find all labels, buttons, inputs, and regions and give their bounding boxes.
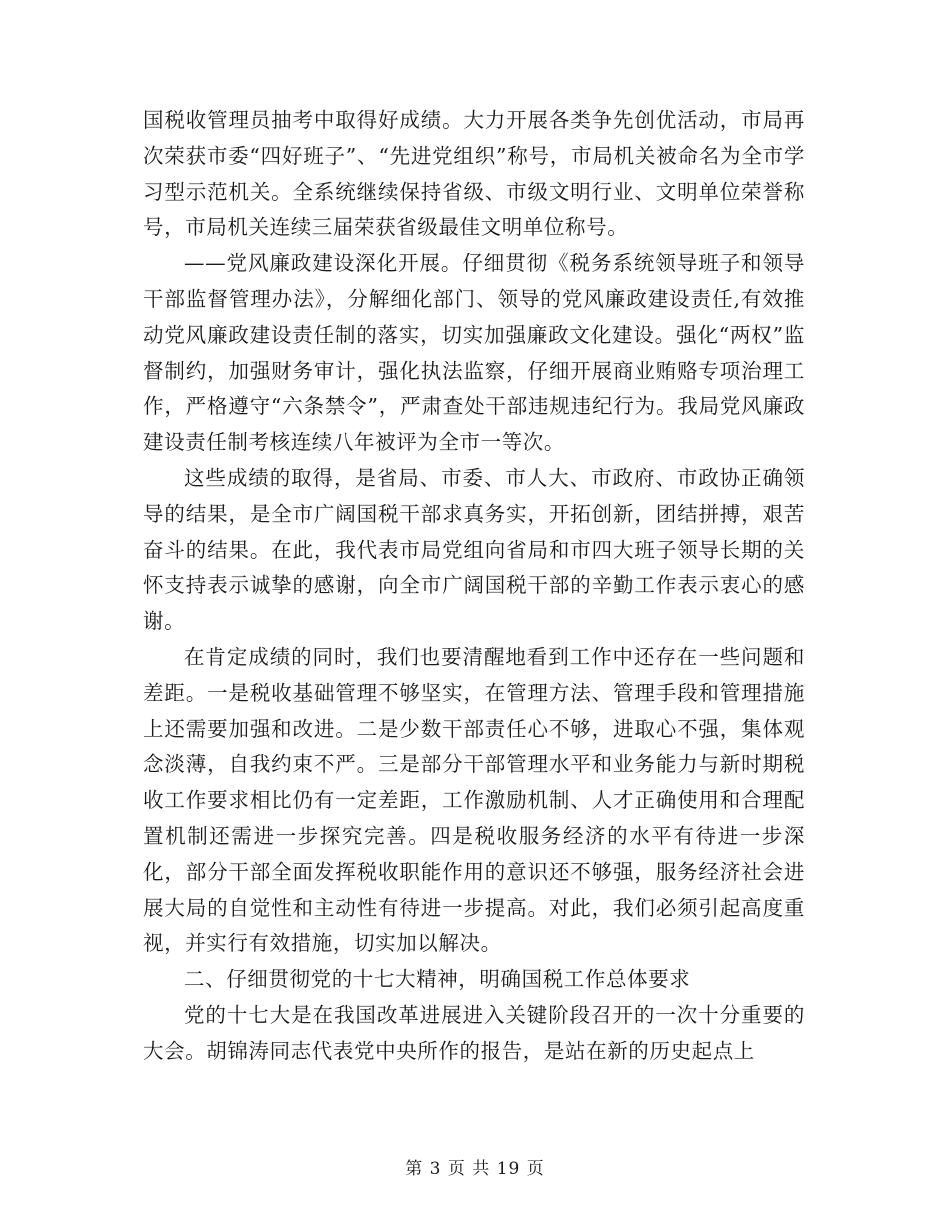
- paragraph-problems: 在肯定成绩的同时，我们也要清醒地看到工作中还存在一些问题和差距。一是税收基础管理不够坚实，在管理方法、管理手段和管理措施上还需要加强和改进。二是少数干部责任心不够，进取心不强，集体观念淡薄，自我约束不严。三是部分干部管理水平和业务能力与新时期税收工作要求相比仍有一定差距，工作激励机制、人才正确使用和合理配置机制还需进一步探究完善。四是税收服务经济的水平有待进一步深化，部分干部全面发挥税收职能作用的意识还不够强，服务经济社会进展大局的自觉性和主动性有待进一步提高。对此，我们必须引起高度重视，并实行有效措施，切实加以解决。: [143, 644, 805, 956]
- paragraph-congress: 党的十七大是在我国改革进展进入关键阶段召开的一次十分重要的大会。胡锦涛同志代表党中央所作的报告，是站在新的历史起点上: [143, 1002, 805, 1063]
- document-body: [143, 103, 805, 1070]
- paragraph-party-conduct: ——党风廉政建设深化开展。仔细贯彻《税务系统领导班子和领导干部监督管理办法》，分解细化部门、领导的党风廉政建设责任,有效推动党风廉政建设责任制的落实，切实加强廉政文化建设。强化“两权”监督制约，加强财务审计，强化执法监察，仔细开展商业贿赂专项治理工作，严格遵守“六条禁令”，严肃查处干部违规违纪行为。我局党风廉政建设责任制考核连续八年被评为全市一等次。: [143, 251, 805, 455]
- page-footer: 第 3 页 共 19 页: [405, 1159, 545, 1179]
- paragraph-achievements: 这些成绩的取得，是省局、市委、市人大、市政府、市政协正确领导的结果，是全市广阔国税干部求真务实，开拓创新，团结拼搏，艰苦奋斗的结果。在此，我代表市局党组向省局和市四大班子领导长期的关怀支持表示诚挚的感谢，向全市广阔国税干部的辛勤工作表示衷心的感谢。: [143, 465, 805, 634]
- section-heading: 二、仔细贯彻党的十七大精神，明确国税工作总体要求: [184, 967, 691, 992]
- paragraph-continuation: 国税收管理员抽考中取得好成绩。大力开展各类争先创优活动，市局再次荣获市委“四好班子”、“先进党组织”称号，市局机关被命名为全市学习型示范机关。全系统继续保持省级、市级文明行业、文明单位荣誉称号，市局机关连续三届荣获省级最佳文明单位称号。: [143, 108, 805, 240]
